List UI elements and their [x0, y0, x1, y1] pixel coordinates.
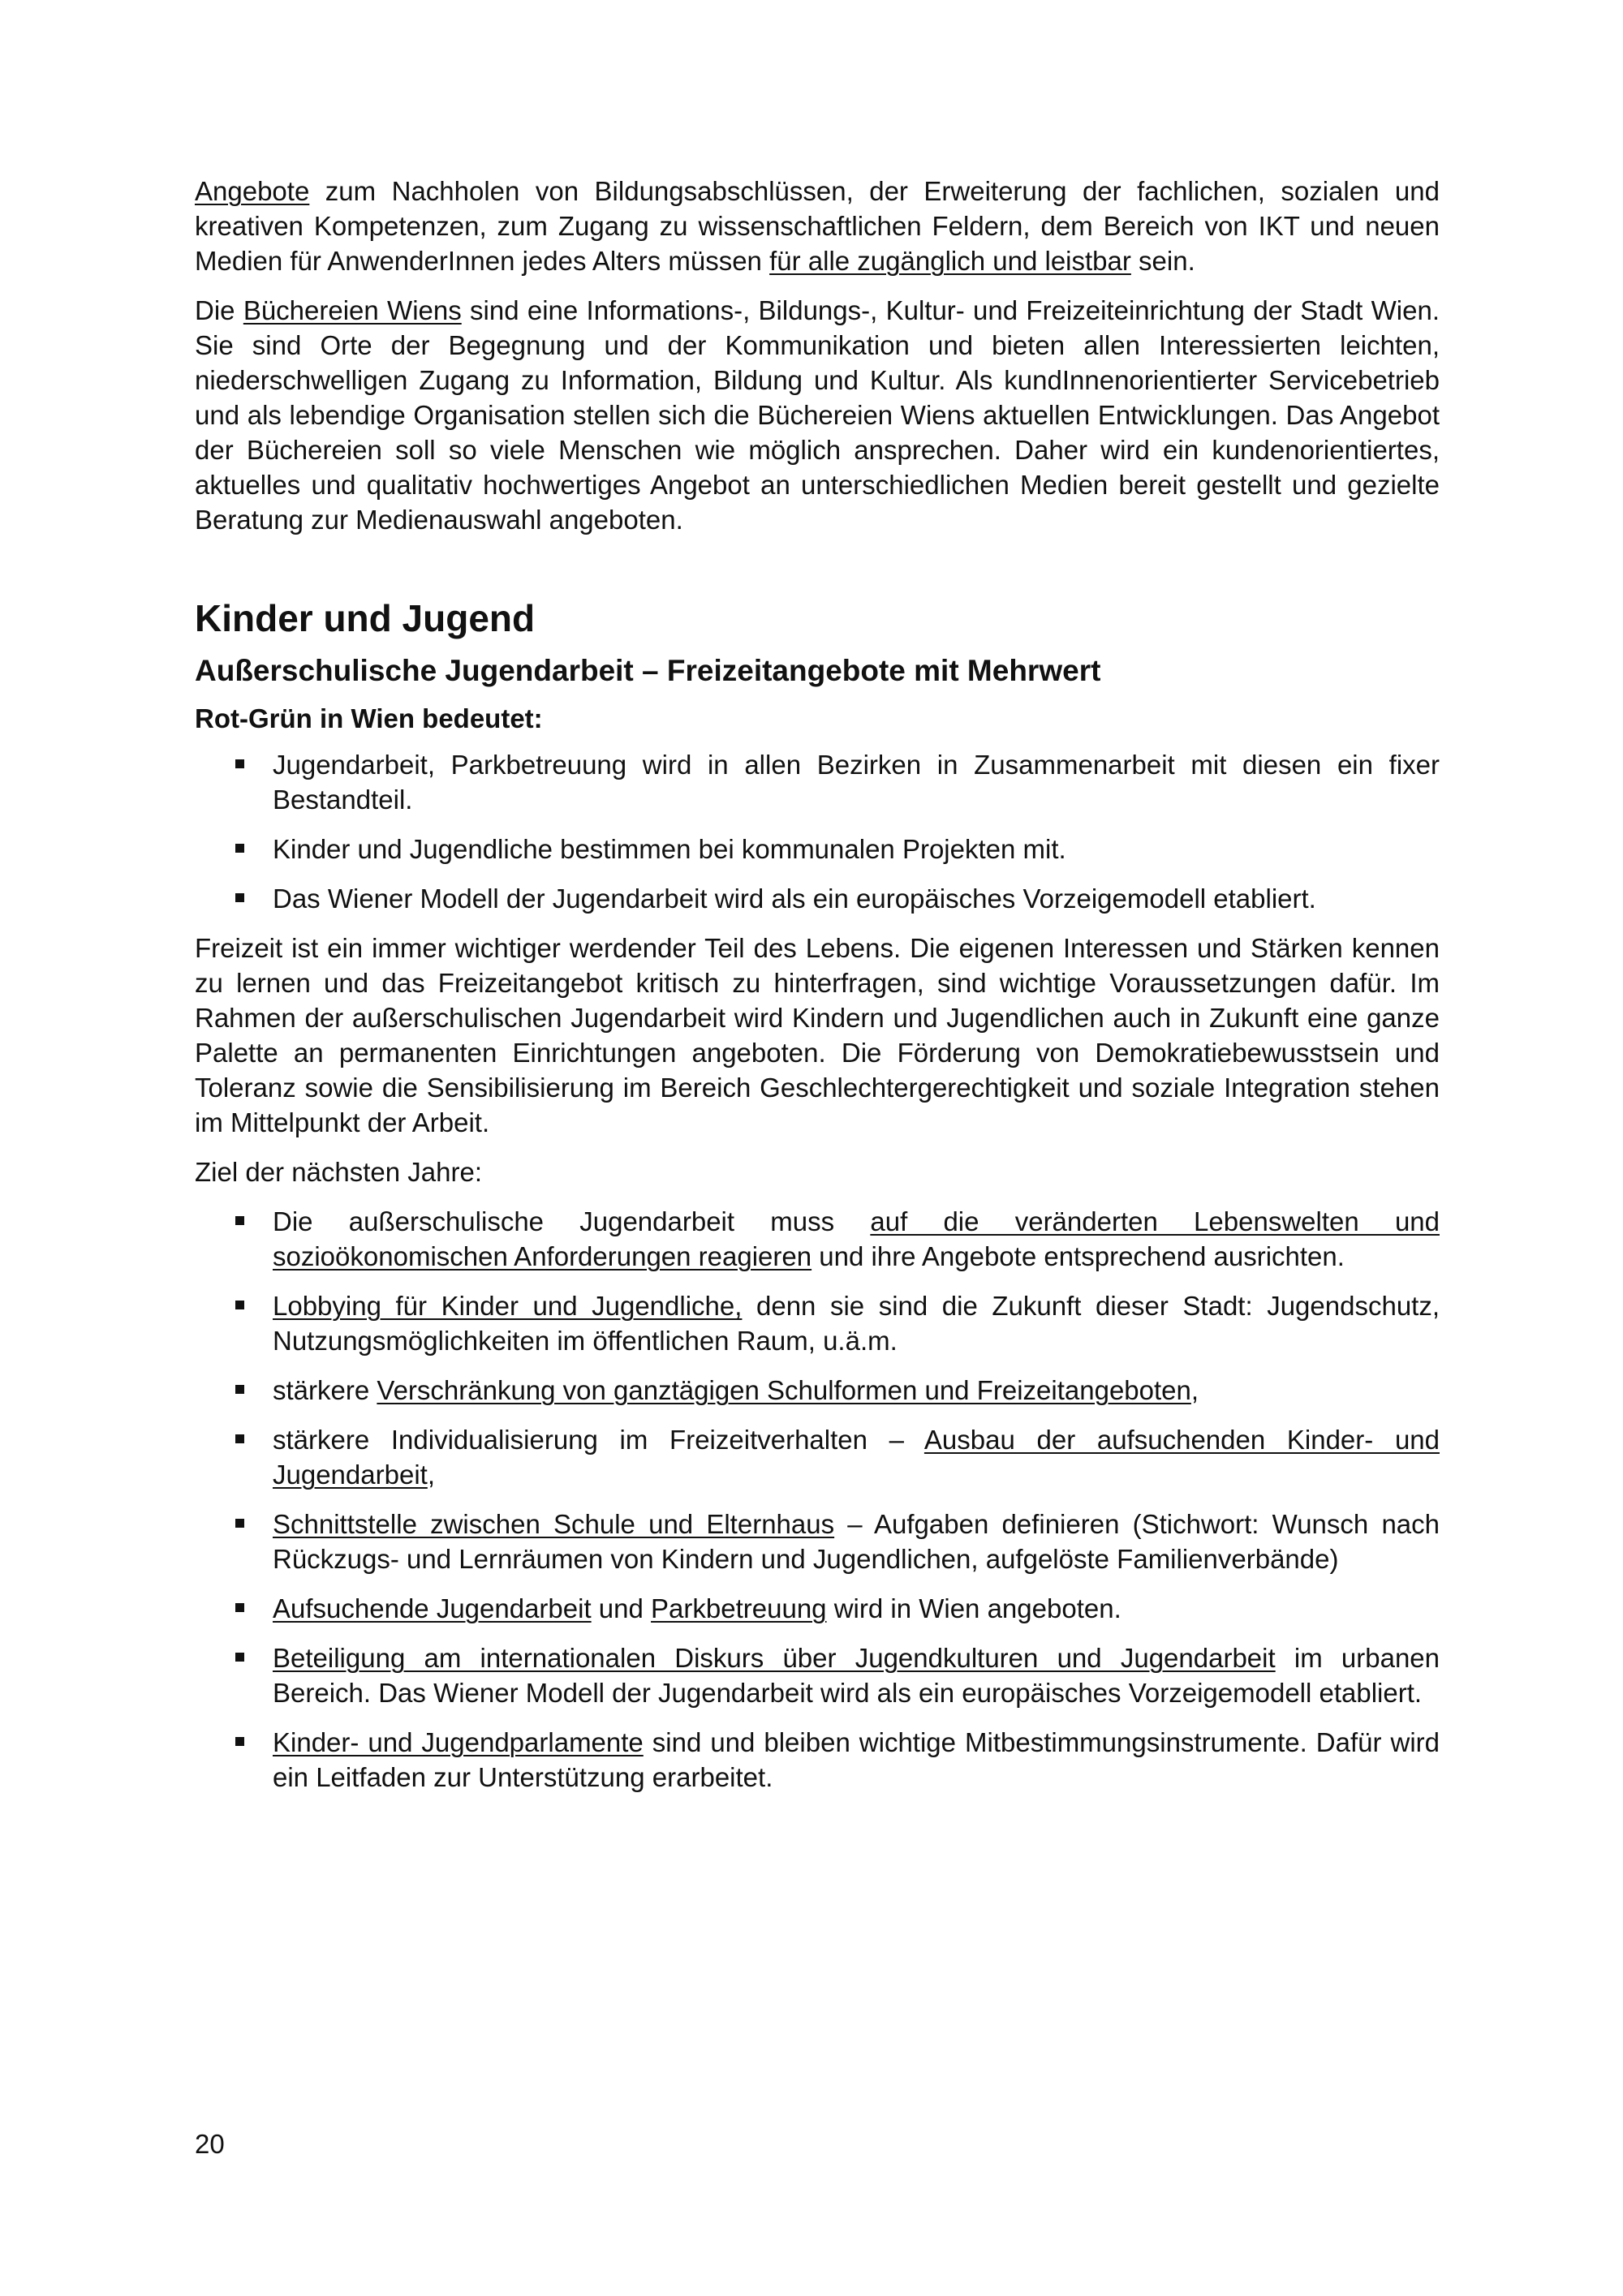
- list-item-text: ,: [1190, 1375, 1199, 1405]
- bullet-icon: [235, 1603, 244, 1612]
- bullet-icon: [235, 1653, 244, 1662]
- list-item-text: sind und bleiben wichtige Mitbestimmungsinstrumente. Dafür wird ein Leitfaden zur Unterstützung erarbeitet.: [273, 1727, 1440, 1792]
- paragraph-freizeit: Freizeit ist ein immer wichtiger werdender Teil des Lebens. Die eigenen Interessen und Stärken kennen zu lernen und das Freizeitangebot kritisch zu hinterfragen, sind wichtige Voraussetzungen dafür. Im Rahmen der außerschulischen Jugendarbeit wird Kindern und Jugendlichen auch in Zukunft eine ganze Palette an permanenten Einrichtungen angeboten. Die Förderung von Demokratiebewusstsein und Toleranz sowie die Sensibilisierung im Bereich Geschlechtergerechtigkeit und soziale Integration stehen im Mittelpunkt der Arbeit.: [195, 933, 1440, 1137]
- bullet-list-ziele: [195, 1204, 1440, 1795]
- list-item-text: denn sie sind die Zukunft dieser Stadt: Jugendschutz, Nutzungsmöglichkeiten im öffentlichen Raum, u.ä.m.: [273, 1291, 1440, 1356]
- list-item-text: Kinder und Jugendliche bestimmen bei kommunalen Projekten mit.: [273, 834, 1066, 864]
- underlined-text: Aufsuchende Jugendarbeit: [273, 1593, 592, 1623]
- section-heading: Kinder und Jugend: [195, 597, 536, 639]
- list-item-text: und: [591, 1593, 652, 1623]
- list-item-text: stärkere: [273, 1375, 377, 1405]
- list-item: [195, 747, 1440, 817]
- underlined-text: auf die veränderten Lebenswelten und sozioökonomischen Anforderungen reagieren: [273, 1206, 1440, 1271]
- bullet-icon: [235, 893, 244, 902]
- bullet-icon: [235, 1519, 244, 1528]
- list-item: [195, 1591, 1440, 1626]
- paragraph-text: Die: [195, 295, 243, 325]
- list-item: [195, 1204, 1440, 1274]
- list-item: [195, 1373, 1440, 1408]
- bullet-list-rotgruen: [195, 747, 1440, 916]
- list-item-text: im urbanen Bereich. Das Wiener Modell der Jugendarbeit wird als ein europäisches Vorzeigemodell etabliert.: [273, 1643, 1440, 1708]
- underlined-text: Parkbetreuung: [651, 1593, 827, 1623]
- subsection-heading: Außerschulische Jugendarbeit – Freizeitangebote mit Mehrwert: [195, 654, 1101, 687]
- underlined-text: Kinder- und Jugendparlamente: [273, 1727, 644, 1757]
- paragraph-angebote: [195, 174, 1440, 278]
- bullet-icon: [235, 1301, 244, 1309]
- list-item: [195, 832, 1440, 866]
- list-item: [195, 1422, 1440, 1492]
- paragraph-text: sein.: [1130, 246, 1195, 276]
- bullet-icon: [235, 1216, 244, 1225]
- bullet-icon: [235, 759, 244, 768]
- underlined-text: für alle zugänglich und leistbar: [769, 246, 1131, 276]
- list-item: [195, 1507, 1440, 1576]
- bullet-icon: [235, 1385, 244, 1394]
- list-item-text: stärkere Individualisierung im Freizeitverhalten –: [273, 1425, 924, 1455]
- list-heading: Rot-Grün in Wien bedeutet:: [195, 703, 543, 733]
- list-item-text: und ihre Angebote entsprechend ausrichten.: [812, 1241, 1345, 1271]
- bullet-icon: [235, 1737, 244, 1746]
- underlined-text: Ausbau der aufsuchenden Kinder- und Jugendarbeit: [273, 1425, 1440, 1490]
- paragraph-ziel: Ziel der nächsten Jahre:: [195, 1157, 483, 1187]
- list-item-text: wird in Wien angeboten.: [826, 1593, 1121, 1623]
- document-page: [195, 174, 1440, 1809]
- paragraph-text: zum Nachholen von Bildungsabschlüssen, der Erweiterung der fachlichen, sozialen und kreativen Kompetenzen, zum Zugang zu wissenschaftlichen Feldern, dem Bereich von IKT und neuen Medien für AnwenderInnen jedes Alters müssen: [195, 176, 1440, 276]
- list-item-text: – Aufgaben definieren (Stichwort: Wunsch nach Rückzugs- und Lernräumen von Kindern und Jugendlichen, aufgelöste Familienverbände): [273, 1509, 1440, 1574]
- list-item: [195, 1725, 1440, 1795]
- page-number: 20: [195, 2129, 225, 2159]
- underlined-text: Verschränkung von ganztägigen Schulformen und Freizeitangeboten: [377, 1375, 1191, 1405]
- list-item: [195, 1288, 1440, 1358]
- list-item: [195, 881, 1440, 916]
- paragraph-text: sind eine Informations-, Bildungs-, Kultur- und Freizeiteinrichtung der Stadt Wien. Sie sind Orte der Begegnung und der Kommunikation und bieten allen Interessierten leichten, niederschwelligen Zugang zu Information, Bildung und Kultur. Als kundInnenorientierter Servicebetrieb und als lebendige Organisation stellen sich die Büchereien Wiens aktuellen Entwicklungen. Das Angebot der Büchereien soll so viele Menschen wie möglich ansprechen. Daher wird ein kundenorientiertes, aktuelles und qualitativ hochwertiges Angebot an unterschiedlichen Medien bereit gestellt und gezielte Beratung zur Medienauswahl angeboten.: [195, 295, 1440, 535]
- list-item-text: Jugendarbeit, Parkbetreuung wird in allen Bezirken in Zusammenarbeit mit diesen ein fixer Bestandteil.: [273, 750, 1440, 815]
- paragraph-buechereien: [195, 293, 1440, 537]
- bullet-icon: [235, 844, 244, 853]
- underlined-text: Büchereien Wiens: [243, 295, 462, 325]
- list-item-text: ,: [427, 1460, 435, 1490]
- underlined-text: Beteiligung am internationalen Diskurs über Jugendkulturen und Jugendarbeit: [273, 1643, 1276, 1673]
- list-item: [195, 1640, 1440, 1710]
- underlined-text: Lobbying für Kinder und Jugendliche,: [273, 1291, 743, 1321]
- underlined-text: Schnittstelle zwischen Schule und Elternhaus: [273, 1509, 835, 1539]
- list-item-text: Die außerschulische Jugendarbeit muss: [273, 1206, 871, 1236]
- underlined-text: Angebote: [195, 176, 310, 206]
- list-item-text: Das Wiener Modell der Jugendarbeit wird als ein europäisches Vorzeigemodell etabliert.: [273, 884, 1316, 914]
- bullet-icon: [235, 1434, 244, 1443]
